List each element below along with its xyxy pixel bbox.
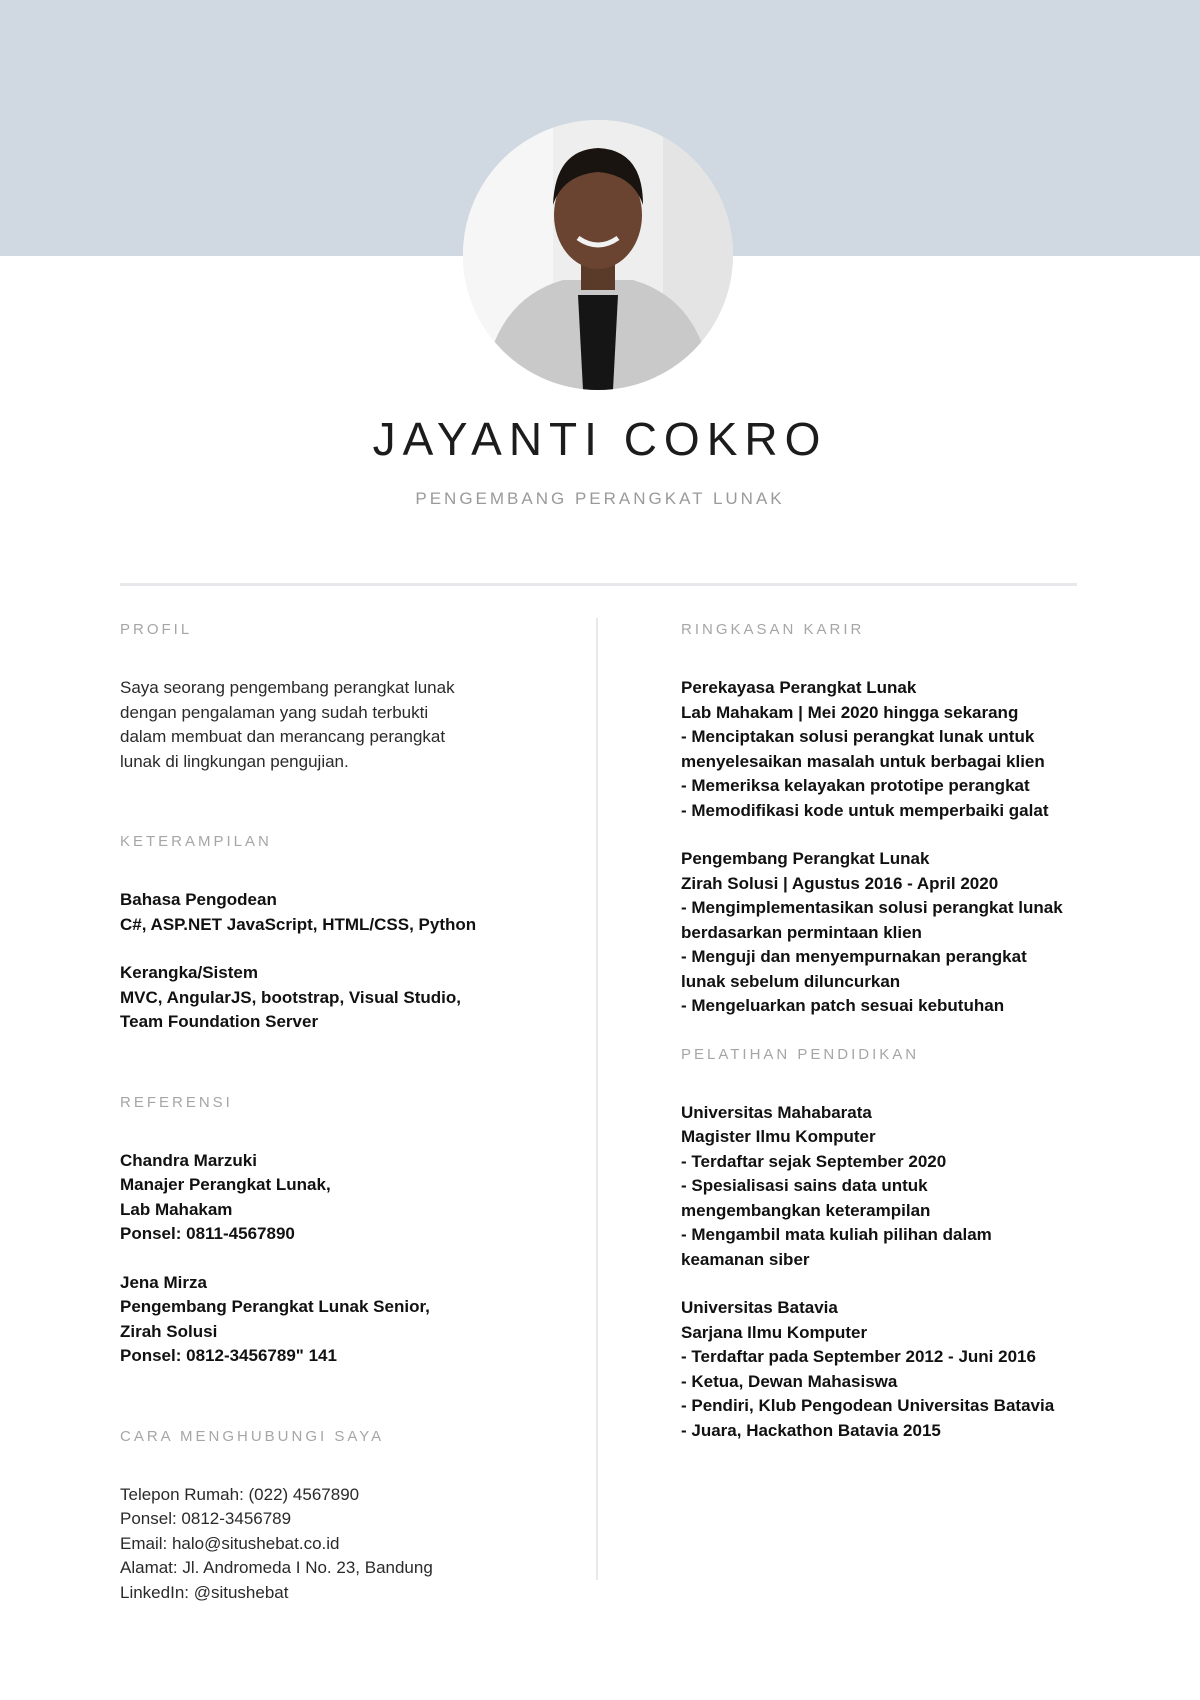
career-block: Perekayasa Perangkat Lunak Lab Mahakam | Mei 2020 hingga sekarang - Menciptakan solusi perangkat lunak untuk menyelesaikan masalah untuk berbagai klien - Memeriksa kelayakan prototipe perangkat - Memodifikasi kode untuk memperbaiki galat	[681, 678, 1049, 820]
divider-vertical	[596, 618, 598, 1580]
profile-photo	[463, 120, 733, 390]
left-column	[120, 618, 570, 1605]
divider-horizontal	[120, 583, 1077, 586]
section-heading-career: RINGKASAN KARIR	[681, 621, 865, 638]
education-block: Universitas Mahabarata Magister Ilmu Komputer - Terdaftar sejak September 2020 - Spesialisasi sains data untuk mengembangkan keterampilan - Mengambil mata kuliah pilihan dalam keamanan siber	[681, 1102, 992, 1269]
career-block: Pengembang Perangkat Lunak Zirah Solusi | Agustus 2016 - April 2020 - Mengimplementasikan solusi perangkat lunak berdasarkan permintaan klien - Menguji dan menyempurnakan perangkat lunak sebelum diluncurkan - Mengeluarkan patch sesuai kebutuhan	[681, 849, 1063, 1015]
candidate-title: PENGEMBANG PERANGKAT LUNAK	[415, 489, 785, 508]
section-heading-profile: PROFIL	[120, 621, 193, 638]
skills-block: Kerangka/Sistem MVC, AngularJS, bootstrap, Visual Studio, Team Foundation Server	[120, 963, 461, 1031]
section-heading-contact: CARA MENGHUBUNGI SAYA	[120, 1427, 385, 1445]
reference-block: Jena Mirza Pengembang Perangkat Lunak Senior, Zirah Solusi Ponsel: 0812-3456789" 141	[120, 1272, 430, 1365]
education-block: Universitas Batavia Sarjana Ilmu Komputer - Terdaftar pada September 2012 - Juni 2016 - Ketua, Dewan Mahasiswa - Pendiri, Klub Pengodean Universitas Batavia - Juara, Hackathon Batavia 2015	[681, 1298, 1055, 1440]
right-column	[681, 618, 1101, 1443]
section-heading-skills: KETERAMPILAN	[120, 833, 272, 850]
reference-block: Chandra Marzuki Manajer Perangkat Lunak, Lab Mahakam Ponsel: 0811-4567890	[120, 1150, 331, 1243]
candidate-name: JAYANTI COKRO	[372, 413, 828, 465]
section-heading-education: PELATIHAN PENDIDIKAN	[681, 1045, 920, 1063]
profile-text: Saya seorang pengembang perangkat lunak dengan pengalaman yang sudah terbukti dalam membuat dan merancang perangkat lunak di lingkungan pengujian.	[120, 678, 455, 771]
section-heading-references: REFERENSI	[120, 1093, 233, 1111]
skills-block: Bahasa Pengodean C#, ASP.NET JavaScript, HTML/CSS, Python	[120, 890, 477, 934]
contact-text: Telepon Rumah: (022) 4567890 Ponsel: 0812-3456789 Email: halo@situshebat.co.id Alamat: Jl. Andromeda I No. 23, Bandung LinkedIn: @situshebat	[120, 1484, 433, 1602]
